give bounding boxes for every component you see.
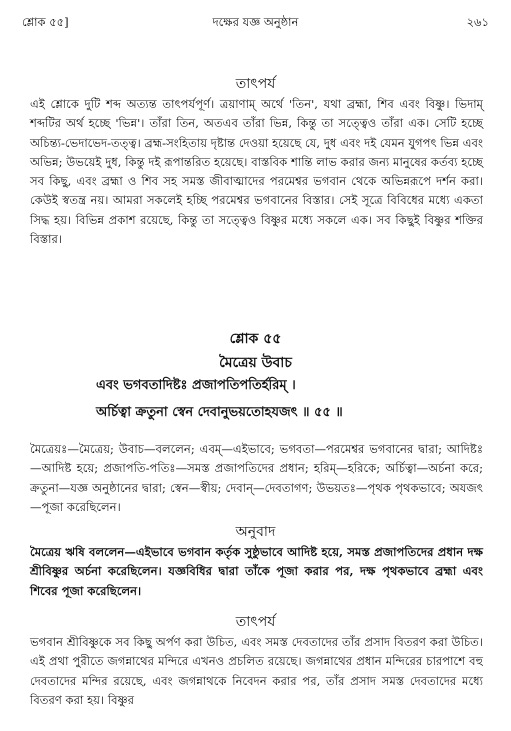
- purport2-paragraph: ভগবান শ্রীবিষ্ণুকে সব কিছু অর্পণ করা উচিত, এবং সমস্ত দেবতাদের তাঁর প্রসাদ বিতরণ করা উচিত। এই প্রথা পুরীতে জগন্নাথের মন্দিরে এখনও প্রচলিত রয়েছে। জগন্নাথের প্রধান মন্দিরের চারপাশে বহু দেবতাদের মন্দির রয়েছে, এবং জগন্নাথকে নিবেদন করার পর, তাঁর প্রসাদ সমস্ত দেবতাদের মধ্যে বিতরণ করা হয়। বিষ্ণুর: [30, 635, 483, 707]
- verse-line-1: এবং ভগবতাদিষ্টঃ প্রজাপতিপতির্হরিম্ ।: [96, 378, 296, 393]
- verse-speaker-line: মৈত্রেয় উবাচ: [219, 355, 292, 371]
- purport-paragraph: এই শ্লোকে দুটি শব্দ অত্যন্ত তাৎপর্যপূর্ণ। ত্রয়াণাম্ অর্থে 'তিন', যথা ব্রহ্মা, শিব এবং বিষ্ণু। ভিদাম্ শব্দটির অর্থ হচ্ছে 'ভিন্ন'। তাঁরা তিন, অতএব তাঁরা ভিন্ন, কিন্তু তা সত্ত্বেও তাঁরা এক। সেটি হচ্ছে অচিন্ত্য-ভেদাভেদ-তত্ত্ব। ব্রহ্ম-সংহিতায় দৃষ্টান্ত দেওয়া হয়েছে যে, দুধ এবং দই যেমন যুগপৎ ভিন্ন এবং অভিন্ন; উভয়েই দুধ, কিন্তু দই রূপান্তরিত হয়েছে। বাস্তবিক শান্তি লাভ করার জন্য মানুষের কর্তব্য হচ্ছে সব কিছু, এবং ব্রহ্মা ও শিব সহ সমস্ত জীবাত্মাদের পরমেশ্বর ভগবান থেকে অভিন্নরূপে দর্শন করা। কেউই স্বতন্ত্র নয়। আমরা সকলেই হচ্ছি পরমেশ্বর ভগবানের বিস্তার। সেই সূত্রে বিবিধের মধ্যে একতা সিদ্ধ হয়। বিভিন্ন প্রকাশ রয়েছে, কিন্তু তা সত্ত্বেও বিষ্ণুর মধ্যে সকলে এক। সব কিছুই বিষ্ণুর শক্তির বিস্তার।: [30, 97, 483, 247]
- verse-number: শ্লোক ৫৫: [229, 331, 282, 347]
- purport-heading: তাৎপর্য: [235, 76, 276, 92]
- synonyms-paragraph: মৈত্রেয়ঃ—মৈত্রেয়; উবাচ—বললেন; এবম্—এইভাবে; ভগবতা—পরমেশ্বর ভগবানের দ্বারা; আদিষ্টঃ—আদিষ্ট হয়ে; প্রজাপতি-পতিঃ—সমস্ত প্রজাপতিদের প্রধান; হরিম্—হরিকে; অর্চিত্বা—অর্চনা করে; ক্রতুনা—যজ্ঞ অনুষ্ঠানের দ্বারা; স্বেন—স্বীয়; দেবান্—দেবতাগণ; উভয়তঃ—পৃথক পৃথকভাবে; অযজৎ—পূজা করেছিলেন।: [30, 442, 483, 514]
- page-number: ২৬১: [466, 15, 489, 29]
- purport2-heading: তাৎপর্য: [235, 614, 276, 630]
- verse-line-2: অর্চিত্বা ক্রতুনা স্বেন দেবানুভয়তোহযজৎ ॥ ৫৫ ॥: [96, 405, 343, 420]
- header-chapter-title: দক্ষের যজ্ঞ অনুষ্ঠান: [212, 15, 299, 29]
- translation-heading: অনুবাদ: [235, 524, 276, 540]
- translation-paragraph: মৈত্রেয় ঋষি বললেন—এইভাবে ভগবান কর্তৃক সুষ্ঠুভাবে আদিষ্ট হয়ে, সমস্ত প্রজাপতিদের প্রধান দক্ষ শ্রীবিষ্ণুর অর্চনা করেছিলেন। যজ্ঞবিধির দ্বারা তাঁকে পূজা করার পর, দক্ষ পৃথকভাবে ব্রহ্মা এবং শিবের পূজা করেছিলেন।: [30, 545, 483, 598]
- running-header: [22, 14, 489, 34]
- header-verse-ref: শ্লোক ৫৫]: [22, 15, 69, 29]
